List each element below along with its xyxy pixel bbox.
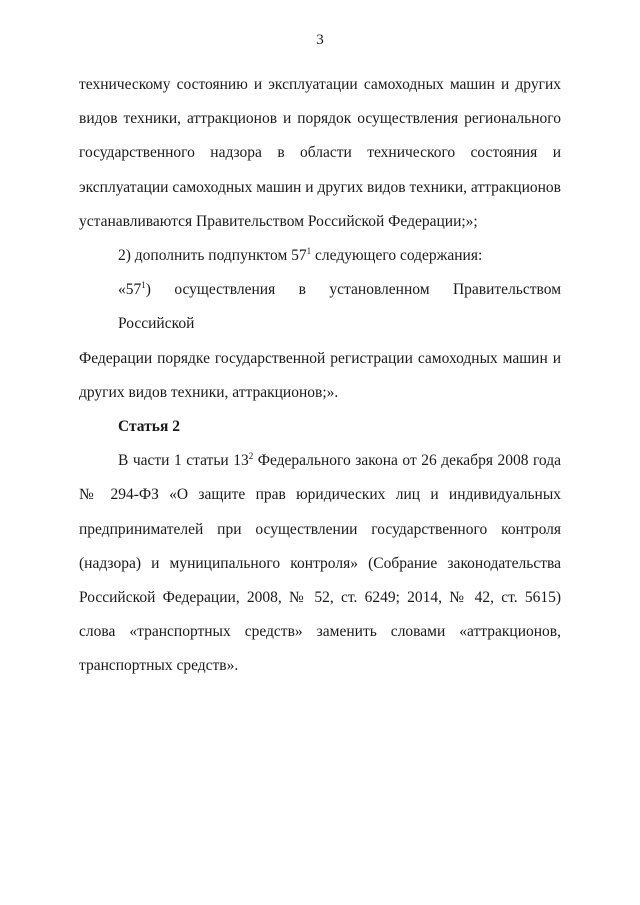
text-line: предпринимателей при осуществлении государственного контроля: [79, 520, 561, 538]
item-2-text: 2) дополнить подпунктом 57: [118, 247, 307, 265]
quote-text: ) осуществления в установленном Правительством Российской: [118, 281, 561, 333]
text-line: других видов техники, аттракционов;».: [79, 383, 339, 401]
item-2-paragraph: [79, 239, 561, 273]
superscript: 1: [141, 280, 146, 291]
article-heading: Статья 2: [118, 418, 180, 436]
text-line: видов техники, аттракционов и порядок осуществления регионального: [79, 110, 561, 128]
text-line: Федерации порядке государственной регистрации самоходных машин и: [79, 349, 561, 367]
superscript: 2: [248, 451, 254, 462]
quote-paragraph: [79, 273, 561, 410]
text-line: устанавливаются Правительством Российской Федерации;»;: [79, 212, 478, 230]
text-line: эксплуатации самоходных машин и других видов техники, аттракционов: [79, 178, 561, 196]
text-line: № 294-ФЗ «О защите прав юридических лиц и индивидуальных: [79, 486, 561, 504]
article-2-paragraph: [79, 444, 561, 683]
text-line: Российской Федерации, 2008, № 52, ст. 6249; 2014, № 42, ст. 5615): [79, 589, 561, 607]
text-line: [79, 273, 561, 341]
article-text-end: Федерального закона от 26 декабря 2008 года: [253, 452, 562, 470]
text-line: [79, 444, 561, 478]
document-body: [79, 68, 561, 684]
page-number: 3: [316, 32, 324, 48]
article-text: В части 1 статьи 13: [118, 452, 249, 470]
text-line: слова «транспортных средств» заменить словами «аттракционов,: [79, 623, 561, 641]
text-line: транспортных средств».: [79, 657, 239, 675]
text-line: государственного надзора в области технического состояния и: [79, 144, 561, 162]
paragraph-continuation: [79, 68, 561, 239]
item-2-text-end: следующего содержания:: [311, 247, 483, 265]
text-line: техническому состоянию и эксплуатации самоходных машин и других: [79, 76, 561, 93]
superscript: 1: [306, 246, 312, 257]
quote-open: «57: [118, 281, 142, 299]
text-line: (надзора) и муниципального контроля» (Собрание законодательства: [79, 554, 561, 572]
